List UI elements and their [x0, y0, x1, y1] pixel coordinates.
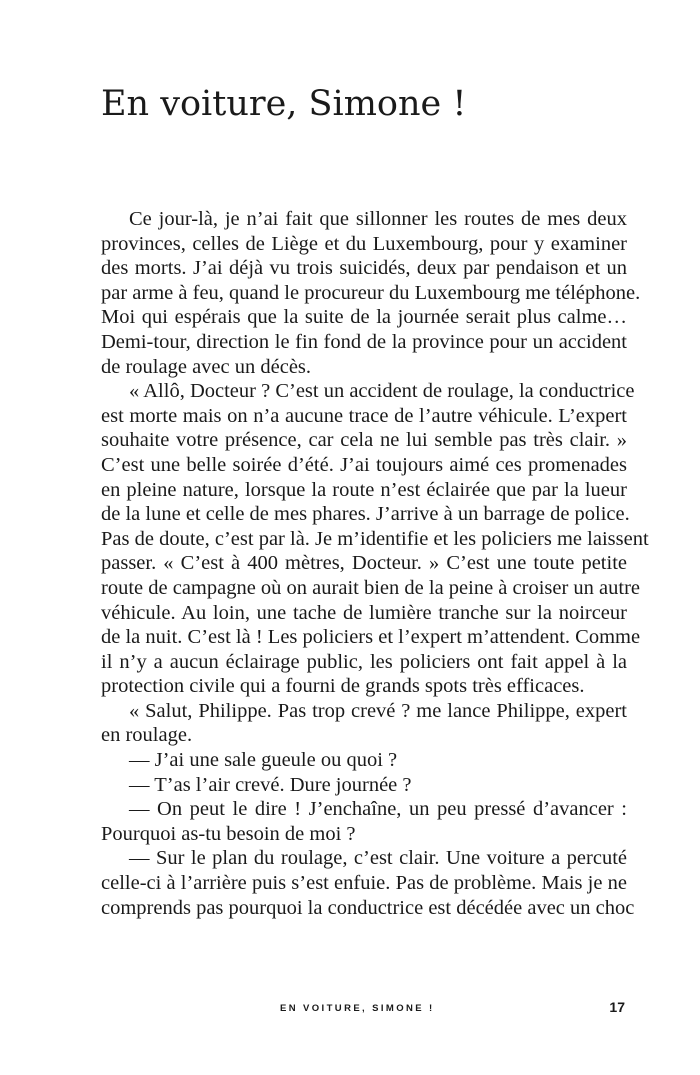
text-line: comprends pas pourquoi la conductrice est décédée avec un choc [101, 896, 635, 919]
text-line: passer. « C’est à 400 mètres, Docteur. » C’est une toute petite [101, 552, 627, 575]
text-line: — T’as l’air crevé. Dure journée ? [129, 773, 412, 796]
text-line: de la lune et celle de mes phares. J’arrive à un barrage de police. [101, 503, 630, 526]
body-text [101, 207, 649, 920]
text-line: « Allô, Docteur ? C’est un accident de roulage, la conductrice [129, 380, 635, 403]
text-line: protection civile qui a fourni de grands spots très efficaces. [101, 675, 585, 698]
text-line: de la nuit. C’est là ! Les policiers et l’expert m’attendent. Comme [101, 626, 641, 649]
text-line: est morte mais on n’a aucune trace de l’autre véhicule. L’expert [101, 404, 627, 427]
text-line: des morts. J’ai déjà vu trois suicidés, deux par pendaison et un [101, 257, 627, 280]
text-line: celle-ci à l’arrière puis s’est enfuie. Pas de problème. Mais je ne [101, 872, 627, 895]
text-line: Pourquoi as-tu besoin de moi ? [101, 822, 356, 845]
text-line: « Salut, Philippe. Pas trop crevé ? me lance Philippe, expert [129, 699, 627, 722]
text-line: véhicule. Au loin, une tache de lumière tranche sur la noirceur [101, 601, 627, 624]
text-line: de roulage avec un décès. [101, 355, 312, 378]
text-line: en roulage. [101, 724, 193, 747]
text-line: provinces, celles de Liège et du Luxembourg, pour y examiner [101, 232, 627, 255]
text-line: il n’y a aucun éclairage public, les policiers ont fait appel à la [101, 650, 627, 673]
text-line: route de campagne où on aurait bien de la peine à croiser un autre [101, 576, 641, 599]
text-line: Moi qui espérais que la suite de la journée serait plus calme… [101, 306, 627, 329]
running-head: EN VOITURE, SIMONE ! [280, 1003, 435, 1014]
page-number: 17 [609, 999, 625, 1015]
text-line: en pleine nature, lorsque la route n’est éclairée que par la lueur [101, 478, 627, 501]
text-line: — Sur le plan du roulage, c’est clair. Une voiture a percuté [129, 847, 627, 870]
text-line: — On peut le dire ! J’enchaîne, un peu pressé d’avancer : [129, 798, 627, 821]
text-line: souhaite votre présence, car cela ne lui semble pas très clair. » [101, 429, 627, 452]
text-line: C’est une belle soirée d’été. J’ai toujours aimé ces promenades [101, 453, 627, 476]
text-line: — J’ai une sale gueule ou quoi ? [129, 749, 398, 772]
text-line: Pas de doute, c’est par là. Je m’identifie et les policiers me laissent [101, 527, 649, 550]
text-line: par arme à feu, quand le procureur du Luxembourg me téléphone. [101, 281, 641, 304]
text-line: Demi-tour, direction le fin fond de la province pour un accident [101, 330, 627, 353]
chapter-title: En voiture, Simone ! [101, 84, 467, 124]
text-line: Ce jour-là, je n’ai fait que sillonner les routes de mes deux [129, 208, 627, 230]
